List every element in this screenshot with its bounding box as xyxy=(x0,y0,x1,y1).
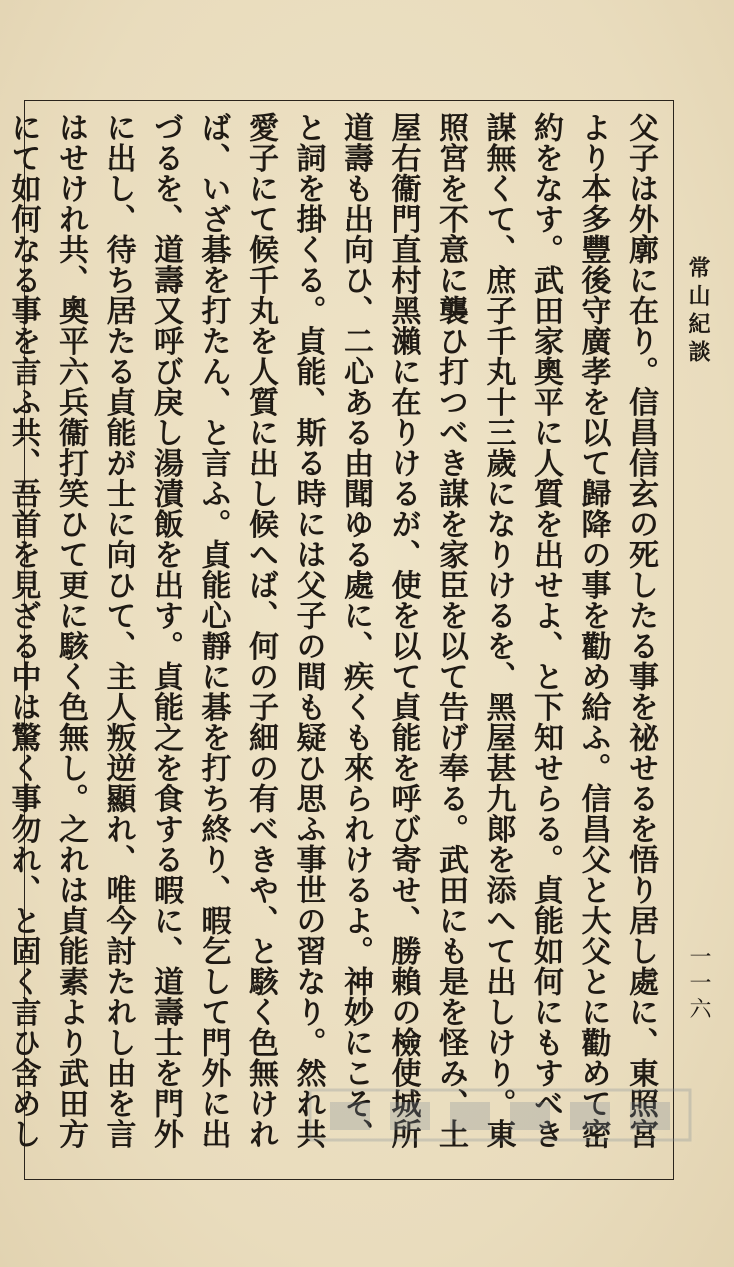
body-paragraph: 父子は外廓に在り。信昌信玄の死したる事を祕せるを悟り居し處に、東照宮より本多豐後守廣孝を以て歸降の事を勸め給ふ。信昌父と大父とに勸めて密約をなす。武田家奧平に人質を出せよ、と下知せらる。貞能如何にもすべき謀無くて、庶子千丸十三歲になりけるを、黑屋甚九郞を添へて出しけり。東照宮を不意に襲ひ打つべき謀を家臣を以て告げ奉る。武田にも是を怪み、土屋右衞門直村黑瀨に在りけるが、使を以て貞能を呼び寄せ、勝賴の檢使城所道壽も出向ひ、二心ある由聞ゆる處に、疾くも來られけるよ。神妙にこそ、と詞を掛くる。貞能、斯る時には父子の間も疑ひ思ふ事世の習なり。然れ共愛子にて候千丸を人質に出し候へば、何の子細の有べきや、と駭く色無ければ、いざ碁を打たん、と言ふ。貞能心靜に碁を打ち終り、暇乞して門外に出づるを、道壽又呼び戾し湯漬飯を出す。貞能之を食する暇に、道壽士を門外に出し、待ち居たる貞能が士に向ひて、主人叛逆顯れ、唯今討たれし由を言はせけれ共、奧平六兵衞打笑ひて更に駭く色無し。之れは貞能素より武田方にて如何なる事を言ふ共、吾首を見ざる中は驚く事勿れ、と固く言ひ含めし xyxy=(5,112,658,1149)
page-number: 一一六 xyxy=(686,945,711,1023)
body-text xyxy=(5,112,664,1172)
running-title: 常山紀談 xyxy=(685,256,711,368)
